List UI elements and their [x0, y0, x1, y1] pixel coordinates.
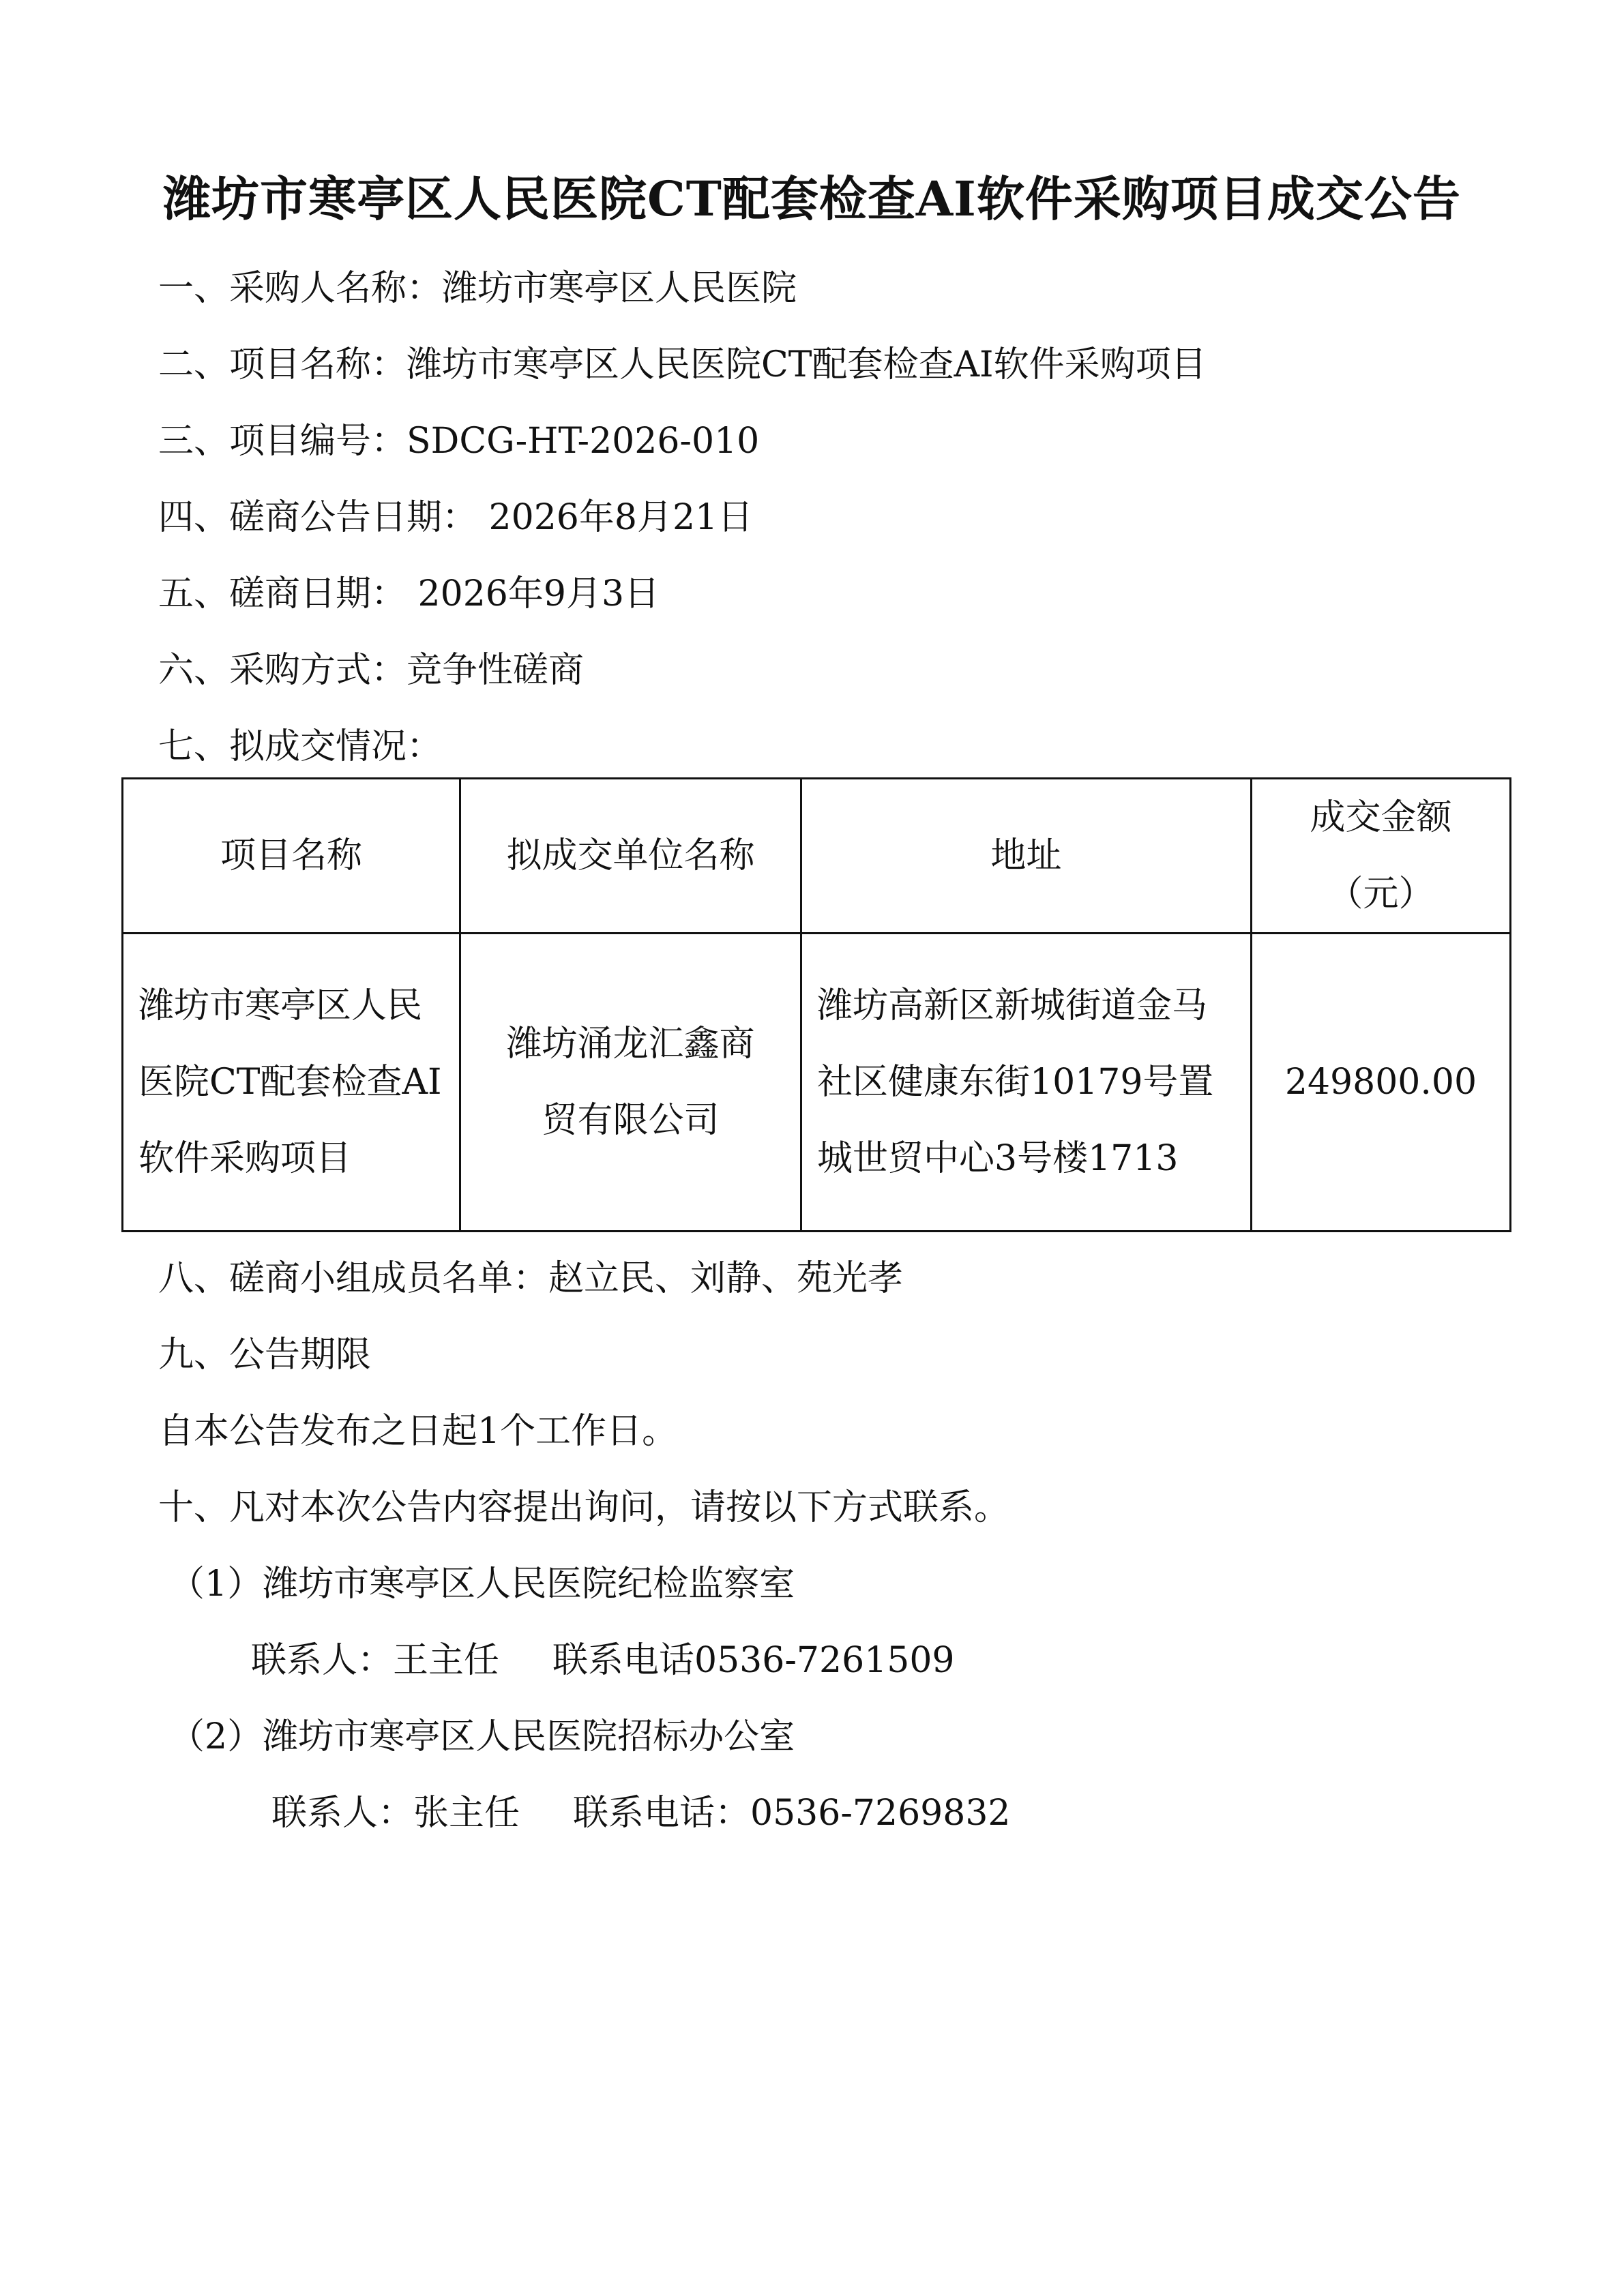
header-vendor-name: 拟成交单位名称	[460, 779, 801, 934]
panel-members-line: 八、磋商小组成员名单：赵立民、刘静、苑光孝	[158, 1258, 904, 1299]
contact1-phone: 联系电话0536-7261509	[552, 1640, 955, 1681]
contact1-org: （1）潍坊市寒亭区人民医院纪检监察室	[169, 1564, 795, 1605]
cell-project-name-text: 潍坊市寒亭区人民医院CT配套检查AI软件采购项目	[138, 985, 442, 1179]
cell-project-name	[123, 934, 460, 1232]
project-number-line: 三、项目编号：SDCG-HT-2026-010	[158, 421, 760, 462]
contact2-org: （2）潍坊市寒亭区人民医院招标办公室	[169, 1716, 795, 1757]
negotiation-date-line: 五、磋商日期： 2026年9月3日	[158, 573, 660, 614]
purchaser-line: 一、采购人名称：潍坊市寒亭区人民医院	[158, 268, 797, 309]
header-amount-unit: （元）	[1327, 874, 1434, 914]
cell-address	[801, 934, 1252, 1232]
cell-vendor-name	[460, 934, 801, 1232]
period-text: 自本公告发布之日起1个工作日。	[158, 1411, 678, 1452]
cell-amount-text: 249800.00	[1284, 1062, 1477, 1103]
deal-table	[121, 777, 1511, 1232]
header-amount	[1252, 779, 1511, 934]
table-row	[123, 934, 1511, 1232]
announce-date-line: 四、磋商公告日期： 2026年8月21日	[158, 497, 754, 538]
contact2-phone: 联系电话：0536-7269832	[573, 1793, 1011, 1834]
header-amount-label: 成交金额	[1310, 797, 1452, 838]
project-name-line: 二、项目名称：潍坊市寒亭区人民医院CT配套检查AI软件采购项目	[158, 344, 1207, 385]
cell-address-text: 潍坊高新区新城街道金马社区健康东街10179号置城世贸中心3号楼1713	[817, 985, 1214, 1179]
contact1-person: 联系人：王主任	[251, 1640, 500, 1681]
contact1-line	[251, 1637, 955, 1684]
header-project-name: 项目名称	[123, 779, 460, 934]
contact2-person: 联系人：张主任	[271, 1793, 520, 1834]
contact-heading: 十、凡对本次公告内容提出询问，请按以下方式联系。	[158, 1487, 1010, 1528]
page-title: 潍坊市寒亭区人民医院CT配套检查AI软件采购项目成交公告	[163, 170, 1461, 227]
table-header-row	[123, 779, 1511, 934]
method-line: 六、采购方式：竞争性磋商	[158, 650, 585, 691]
contact2-line	[271, 1789, 1011, 1837]
deal-heading: 七、拟成交情况：	[158, 726, 443, 767]
cell-vendor-name-text: 潍坊涌龙汇鑫商贸有限公司	[506, 1024, 755, 1141]
period-heading: 九、公告期限	[158, 1335, 372, 1375]
header-address: 地址	[801, 779, 1252, 934]
cell-amount	[1252, 934, 1511, 1232]
